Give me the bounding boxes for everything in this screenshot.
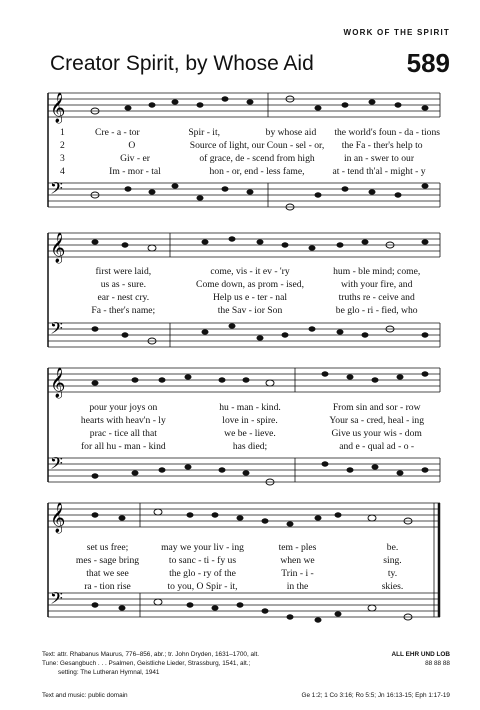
tune-credit: Tune: Gesangbuch . . . Psalmen, Geistliche Lieder, Strassburg, 1541, alt.; [42, 660, 251, 667]
verse-line: us as - sure. Come down, as prom - ised, with your fire, and [100, 279, 413, 290]
verse-line: 4 Im - mor - tal hon - or, end - less fame, at - tend th'al - might - y [60, 166, 426, 177]
tune-name: ALL EHR UND LOB [391, 651, 450, 658]
lyrics-system-1 [60, 127, 440, 179]
svg-text:𝄢: 𝄢 [50, 588, 63, 612]
hymn-title: Creator Spirit, by Whose Aid [50, 52, 314, 75]
verse-line: ra - tion rise to you, O Spir - it, in the skies. [84, 581, 404, 592]
lyrics-system-2 [60, 266, 440, 318]
verse-line: prac - tice all that we be - lieve. Give us your wis - dom [89, 428, 422, 439]
section-heading: WORK OF THE SPIRIT [343, 28, 450, 37]
svg-text:𝄞: 𝄞 [50, 368, 66, 398]
verse-line: Fa - ther's name; the Sav - ior Son be glo - ri - fied, who [91, 305, 418, 316]
tune-meta [392, 650, 450, 668]
setting-credit: setting: The Lutheran Hymnal, 1941 [58, 669, 160, 676]
verse-line: 2 O Source of light, our Coun - sel - or, the Fa - ther's help to [60, 140, 423, 151]
svg-text:𝄞: 𝄞 [50, 233, 66, 263]
copyright: Text and music: public domain [42, 692, 128, 699]
verse-line: set us free; may we your liv - ing tem - ples be. [86, 542, 399, 553]
hymn-number: 589 [406, 48, 450, 78]
svg-text:𝄢: 𝄢 [50, 178, 63, 202]
svg-text:𝄢: 𝄢 [50, 318, 63, 342]
text-credit: Text: attr. Rhabanus Maurus, 776–856, abr.; tr. John Dryden, 1631–1700, alt. [42, 651, 260, 658]
svg-text:𝄢: 𝄢 [50, 453, 63, 477]
verse-line: 1 Cre - a - tor Spir - it, by whose aid the world's foun - da - tions [60, 127, 440, 138]
verse-line: 3 Giv - er of grace, de - scend from high in an - swer to our [60, 153, 415, 164]
verse-line: first were laid, come, vis - it ev - 'ry hum - ble mind; come, [95, 266, 421, 277]
verse-line: that we see the glo - ry of the Trin - i - ty. [86, 568, 398, 579]
credits [42, 650, 302, 677]
verse-line: ear - nest cry. Help us e - ter - nal truths re - ceive and [97, 292, 415, 303]
scripture-refs: Ge 1:2; 1 Co 3:16; Ro 5:5; Jn 16:13-15; Eph 1:17-19 [301, 692, 450, 699]
verse-line: mes - sage bring to sanc - ti - fy us when we sing. [75, 555, 402, 566]
verse-line: for all hu - man - kind has died; and e - qual ad - o - [80, 441, 415, 452]
svg-text:𝄞: 𝄞 [50, 503, 66, 533]
verse-line: pour your joys on hu - man - kind. From sin and sor - row [89, 402, 421, 413]
verse-line: hearts with heav'n - ly love in - spire. Your sa - cred, heal - ing [80, 415, 425, 426]
lyrics-system-4 [60, 542, 440, 594]
svg-text:𝄞: 𝄞 [50, 93, 66, 123]
lyrics-system-3 [60, 402, 440, 454]
meter: 88 88 88 [425, 660, 450, 667]
